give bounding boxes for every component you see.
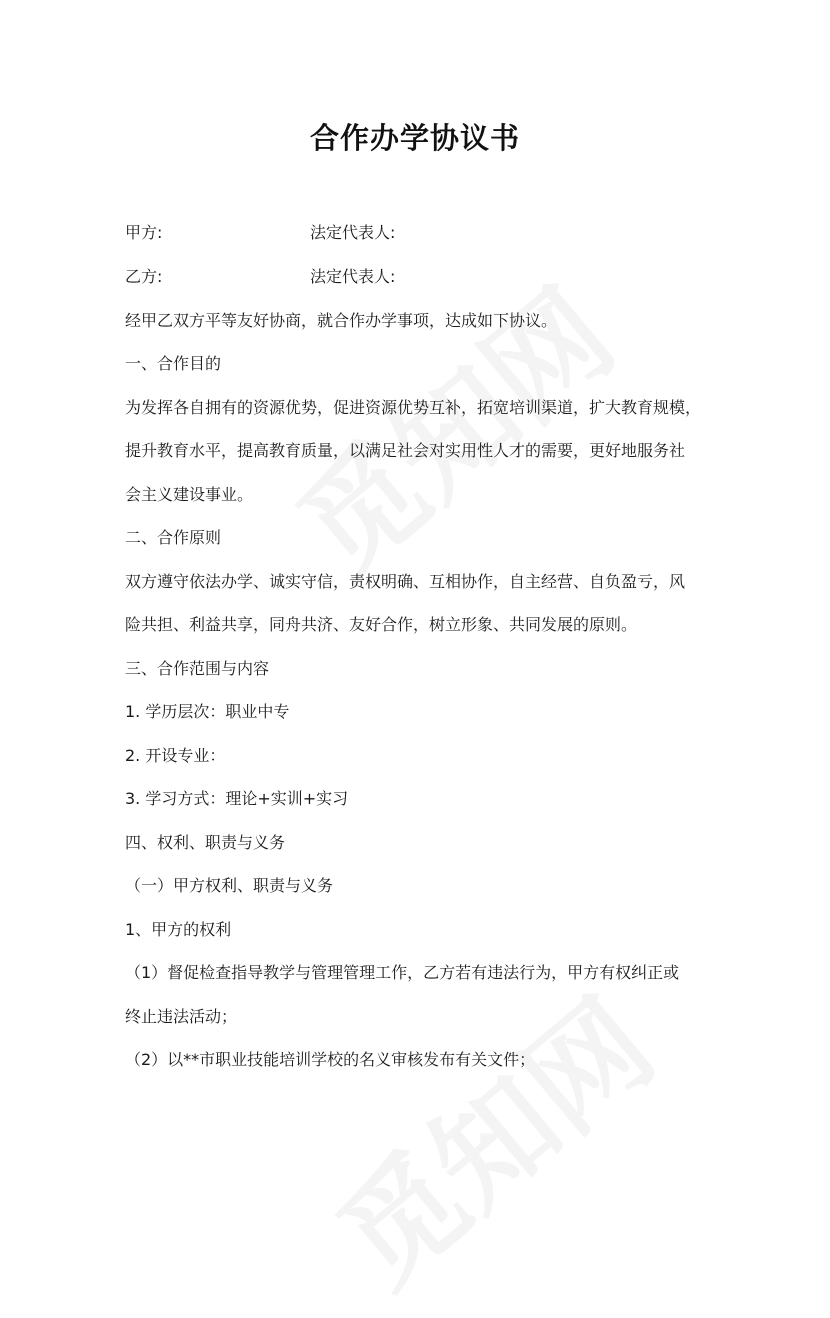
watermark <box>257 244 643 607</box>
watermark <box>297 954 683 1317</box>
section-1-paragraph-line: 为发挥各自拥有的资源优势，促进资源优势互补，拓宽培训渠道，扩大教育规模， <box>125 398 702 417</box>
party-b-representative-label: 法定代表人: <box>310 267 396 286</box>
party-a-label: 甲方: <box>125 223 163 242</box>
section-4-heading: 四、权利、职责与义务 <box>125 833 286 852</box>
section-4-subsection-heading: 1、甲方的权利 <box>125 920 232 939</box>
section-3-list-item: 1. 学历层次：职业中专 <box>125 702 290 721</box>
party-b-label: 乙方: <box>125 267 163 286</box>
section-2-paragraph-line: 双方遵守依法办学、诚实守信，责权明确、互相协作，自主经营、自负盈亏，风 <box>125 572 686 591</box>
section-1-paragraph-line: 会主义建设事业。 <box>125 485 254 504</box>
party-a-representative-label: 法定代表人: <box>310 223 396 242</box>
section-4-item: （2）以**市职业技能培训学校的名义审核发布有关文件； <box>125 1050 536 1069</box>
document-title: 合作办学协议书 <box>309 121 520 155</box>
section-4-item-line: 终止违法活动； <box>125 1007 238 1026</box>
section-4-item-line: （1）督促检查指导教学与管理管理工作，乙方若有违法行为，甲方有权纠正或 <box>125 963 680 982</box>
section-4-subheading: （一）甲方权利、职责与义务 <box>125 876 334 895</box>
section-2-paragraph-line: 险共担、利益共享，同舟共济、友好合作，树立形象、共同发展的原则。 <box>125 615 638 634</box>
section-3-list-item: 3. 学习方式：理论+实训+实习 <box>125 789 349 808</box>
intro-paragraph: 经甲乙双方平等友好协商，就合作办学事项，达成如下协议。 <box>125 311 558 330</box>
section-1-paragraph-line: 提升教育水平，提高教育质量，以满足社会对实用性人才的需要，更好地服务社 <box>125 441 686 460</box>
section-3-heading: 三、合作范围与内容 <box>125 659 270 678</box>
section-2-heading: 二、合作原则 <box>125 528 222 547</box>
section-1-heading: 一、合作目的 <box>125 354 222 373</box>
section-3-list-item: 2. 开设专业： <box>125 746 226 765</box>
